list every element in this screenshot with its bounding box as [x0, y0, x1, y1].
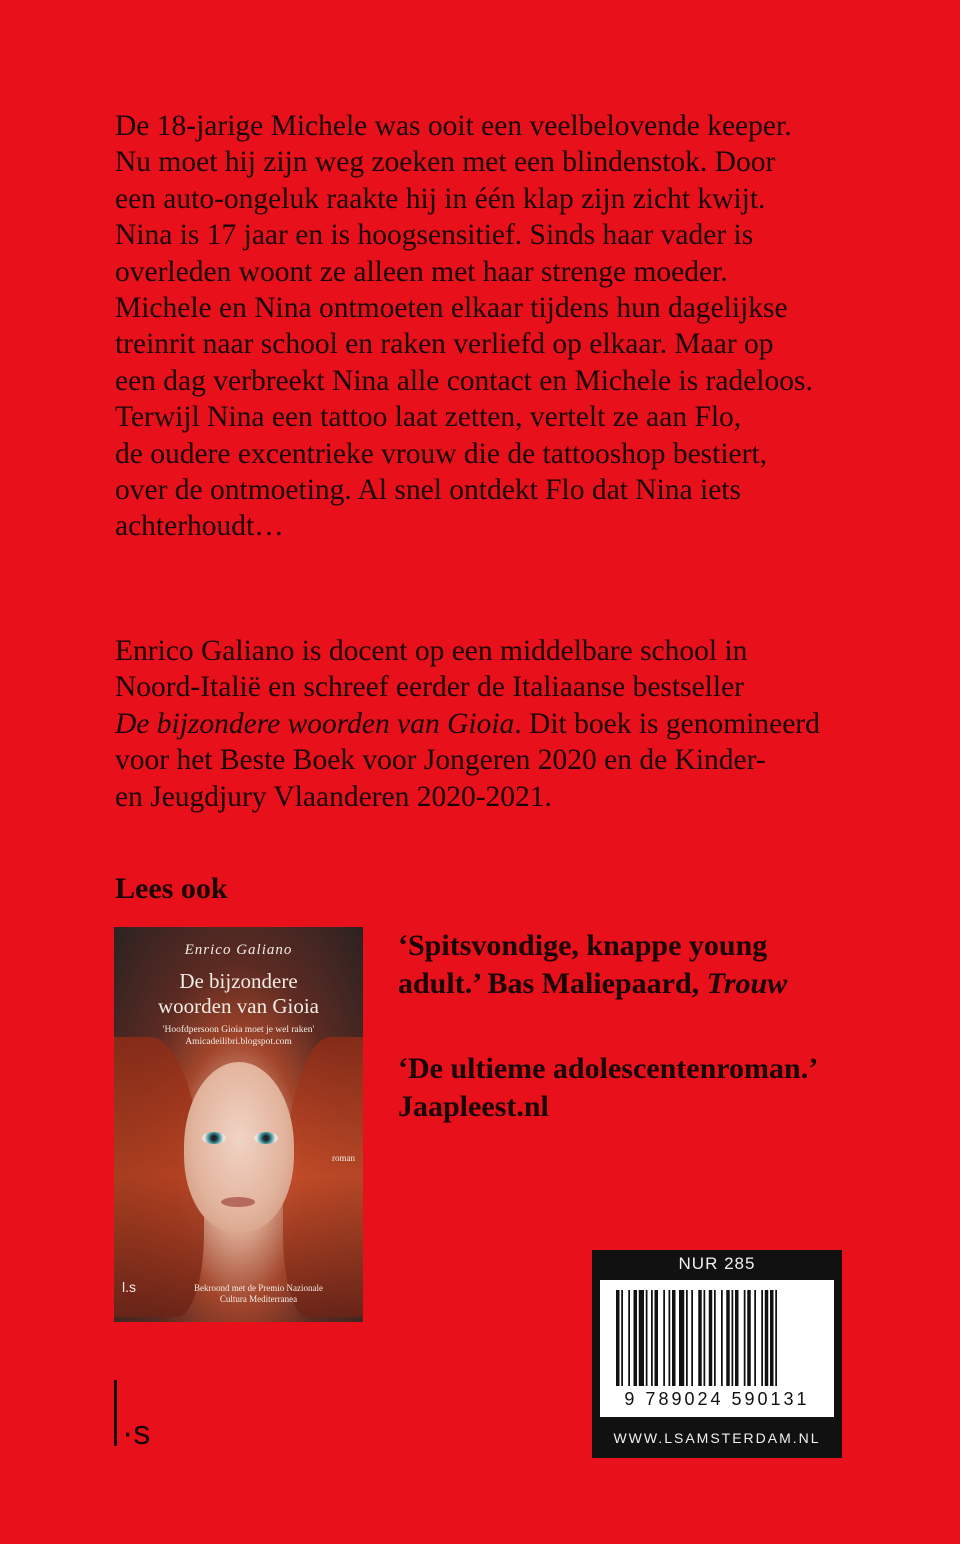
barcode-area: [600, 1280, 834, 1417]
blurb-line: Nina is 17 jaar en is hoogsensitief. Sinds haar vader is: [115, 219, 754, 252]
lees-ook-heading: Lees ook: [115, 872, 228, 905]
review-source: Trouw: [706, 967, 788, 1000]
author-bio-line: Enrico Galiano is docent op een middelbare school in: [115, 635, 748, 667]
publisher-logo-s: s: [133, 1414, 151, 1452]
cover-award: [154, 1283, 363, 1305]
blurb-line: over de ontmoeting. Al snel ontdekt Flo dat Nina iets: [115, 474, 741, 507]
author-bio-line: [115, 706, 850, 742]
author-bio: [115, 633, 850, 815]
cover-title-line: De bijzondere: [179, 969, 298, 993]
blurb-line: een dag verbreekt Nina alle contact en Michele is radeloos.: [115, 364, 813, 397]
author-bio-line: Noord-Italië en schreef eerder de Italiaanse bestseller: [115, 671, 744, 704]
publisher-logo-bar: [114, 1380, 117, 1446]
review-quote-1: [398, 927, 787, 1003]
book-blurb: [115, 108, 850, 545]
review-quote-line: ‘Spitsvondige, knappe young: [398, 929, 768, 962]
author-bio-line: en Jeugdjury Vlaanderen 2020-2021.: [115, 780, 552, 813]
related-book-cover: [114, 927, 363, 1322]
isbn-number: 9 789024 590131: [624, 1389, 810, 1409]
blurb-line: De 18-jarige Michele was ooit een veelbelovende keeper.: [115, 110, 792, 142]
publisher-website: WWW.LSAMSTERDAM.NL: [613, 1430, 821, 1446]
review-quote-line: ‘De ultieme adolescentenroman.’: [398, 1052, 819, 1085]
cover-title-line: woorden van Gioia: [158, 994, 319, 1018]
cover-hair-right: [283, 1037, 363, 1317]
previous-book-title: De bijzondere woorden van Gioia: [115, 707, 515, 740]
blurb-line: Nu moet hij zijn weg zoeken met een blindenstok. Door: [115, 146, 776, 179]
author-bio-text: . Dit boek is genomineerd: [514, 707, 820, 740]
cover-eye-left: [202, 1132, 226, 1144]
blurb-line: achterhoudt…: [115, 510, 284, 543]
cover-author: Enrico Galiano: [184, 942, 293, 958]
blurb-paragraph: [115, 108, 850, 545]
review-quote-line: [398, 965, 787, 1003]
blurb-line: Terwijl Nina een tattoo laat zetten, vertelt ze aan Flo,: [115, 401, 742, 434]
nur-code: NUR 285: [678, 1254, 756, 1273]
review-source: Jaapleest.nl: [398, 1090, 549, 1123]
author-bio-line: voor het Beste Boek voor Jongeren 2020 en de Kinder-: [115, 744, 766, 777]
blurb-line: een auto-ongeluk raakte hij in één klap zijn zicht kwijt.: [115, 182, 766, 215]
cover-quote-line: 'Hoofdpersoon Gioia moet je wel raken': [162, 1025, 315, 1035]
barcode-block: [592, 1250, 842, 1458]
cover-award-line: Cultura Mediterranea: [219, 1294, 298, 1304]
cover-quote-source: Amicadeilibri.blogspot.com: [185, 1037, 292, 1047]
blurb-line: de oudere excentrieke vrouw die de tattooshop bestiert,: [115, 437, 768, 470]
cover-quote: [114, 1024, 363, 1048]
blurb-line: Michele en Nina ontmoeten elkaar tijdens hun dagelijkse: [115, 292, 788, 325]
review-quote-2: [398, 1050, 818, 1126]
review-quote-text: adult.’ Bas Maliepaard,: [398, 967, 707, 1000]
cover-lips: [221, 1197, 255, 1207]
blurb-line: treinrit naar school en raken verliefd op elkaar. Maar op: [115, 328, 774, 361]
cover-publisher-logo: l.s: [122, 1279, 136, 1295]
cover-title: [114, 969, 363, 1019]
cover-award-line: Bekroond met de Premio Nazionale: [194, 1283, 323, 1293]
blurb-line: overleden woont ze alleen met haar strenge moeder.: [115, 255, 728, 288]
cover-genre: roman: [332, 1153, 355, 1163]
barcode-icon: [616, 1290, 818, 1386]
publisher-logo-letter: ·s: [122, 1414, 151, 1452]
cover-eye-right: [254, 1132, 278, 1144]
